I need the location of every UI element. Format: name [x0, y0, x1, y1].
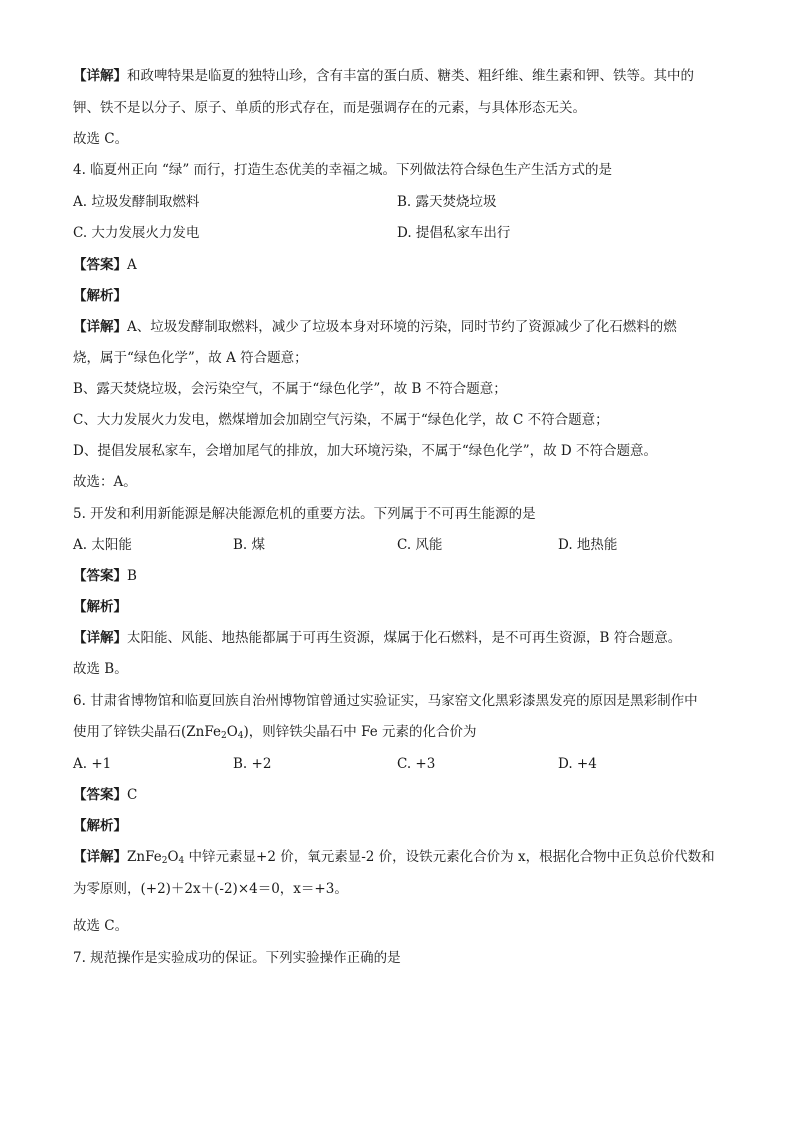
- detail-text: 和政啤特果是临夏的独特山珍，含有丰富的蛋白质、糖类、粗纤维、维生素和钾、铁等。其中的: [127, 68, 694, 84]
- q6-detail-line-2: 为零原则，(+2)＋2x＋(-2)×4＝0，x＝+3。: [73, 881, 348, 897]
- q6-option-b: B. +2: [233, 756, 272, 772]
- detail-text-line: 钾、铁不是以分子、原子、单质的形式存在，而是强调存在的元素，与具体形态无关。: [73, 100, 586, 116]
- question-6-stem-line-2: [73, 723, 476, 741]
- q6-conclusion: 故选 C。: [73, 918, 129, 934]
- answer-value: B: [127, 568, 137, 584]
- q5-option-b: B. 煤: [233, 537, 266, 553]
- answer-tag: 【答案】: [73, 568, 127, 584]
- answer-value: A: [127, 257, 137, 273]
- q4-analysis-tag: 【解析】: [73, 288, 127, 304]
- q5-detail: [73, 629, 681, 647]
- answer-tag: 【答案】: [73, 787, 127, 803]
- detail-paragraph: [73, 67, 694, 85]
- detail-text: 太阳能、风能、地热能都属于可再生资源，煤属于化石燃料，是不可再生资源，B 符合题意。: [127, 630, 682, 646]
- q6-detail: [73, 848, 715, 866]
- q5-conclusion: 故选 B。: [73, 661, 128, 677]
- q4-option-b: B. 露天焚烧垃圾: [397, 194, 497, 210]
- q6-option-d: D. +4: [558, 756, 597, 772]
- q5-option-c: C. 风能: [397, 537, 443, 553]
- q6-option-c: C. +3: [397, 756, 436, 772]
- q4-option-c: C. 大力发展火力发电: [73, 225, 200, 241]
- subscript: 2: [220, 731, 227, 741]
- detail-text: A、垃圾发酵制取燃料，减少了垃圾本身对环境的污染，同时节约了资源减少了化石燃料的燃: [127, 319, 677, 335]
- q6-answer: [73, 786, 137, 804]
- detail-tag: 【详解】: [73, 68, 127, 84]
- subscript: 4: [237, 731, 244, 741]
- stem-text: 使用了锌铁尖晶石(ZnFe: [73, 724, 221, 740]
- detail-tag: 【详解】: [73, 849, 127, 865]
- question-7-stem: 7. 规范操作是实验成功的保证。下列实验操作正确的是: [73, 950, 401, 966]
- q6-option-a: A. +1: [73, 756, 112, 772]
- q4-conclusion: 故选：A。: [73, 474, 137, 490]
- answer-value: C: [127, 787, 138, 803]
- q6-analysis-tag: 【解析】: [73, 818, 127, 834]
- question-6-stem: 6. 甘肃省博物馆和临夏回族自治州博物馆曾通过实验证实，马家窑文化黑彩漆黑发亮的原因是黑彩制作中: [73, 693, 698, 709]
- subscript: 2: [161, 856, 168, 866]
- detail-text: ZnFe: [127, 849, 162, 865]
- subscript: 4: [178, 856, 185, 866]
- q5-analysis-tag: 【解析】: [73, 599, 127, 615]
- q4-option-d: D. 提倡私家车出行: [397, 225, 511, 241]
- q5-answer: [73, 567, 137, 585]
- q4-detail-line-4: C、大力发展火力发电，燃煤增加会加剧空气污染，不属于“绿色化学，故 C 不符合题意；: [73, 412, 609, 428]
- q4-detail-line-5: D、提倡发展私家车，会增加尾气的排放，加大环境污染，不属于“绿色化学”，故 D 不符合题意。: [73, 443, 658, 459]
- question-5-stem: 5. 开发和利用新能源是解决能源危机的重要方法。下列属于不可再生能源的是: [73, 506, 536, 522]
- q4-answer: [73, 256, 137, 274]
- q4-detail: [73, 318, 677, 336]
- q4-detail-line-2: 烧，属于“绿色化学”，故 A 符合题意；: [73, 350, 308, 366]
- conclusion: 故选 C。: [73, 131, 129, 147]
- q5-option-a: A. 太阳能: [73, 537, 132, 553]
- detail-tag: 【详解】: [73, 319, 127, 335]
- stem-text: O: [226, 724, 238, 740]
- question-4-stem: 4. 临夏州正向 “绿” 而行，打造生态优美的幸福之城。下列做法符合绿色生产生活方式的是: [73, 162, 613, 178]
- answer-tag: 【答案】: [73, 257, 127, 273]
- q4-detail-line-3: B、露天焚烧垃圾，会污染空气，不属于“绿色化学”，故 B 不符合题意；: [73, 381, 507, 397]
- detail-text: 中锌元素显+2 价，氧元素显-2 价，设铁元素化合价为 x，根据化合物中正负总价代数和: [184, 849, 715, 865]
- q5-option-d: D. 地热能: [558, 537, 618, 553]
- detail-text: O: [167, 849, 179, 865]
- stem-text: )，则锌铁尖晶石中 Fe 元素的化合价为: [243, 724, 477, 740]
- q4-option-a: A. 垃圾发酵制取燃料: [73, 194, 200, 210]
- detail-tag: 【详解】: [73, 630, 127, 646]
